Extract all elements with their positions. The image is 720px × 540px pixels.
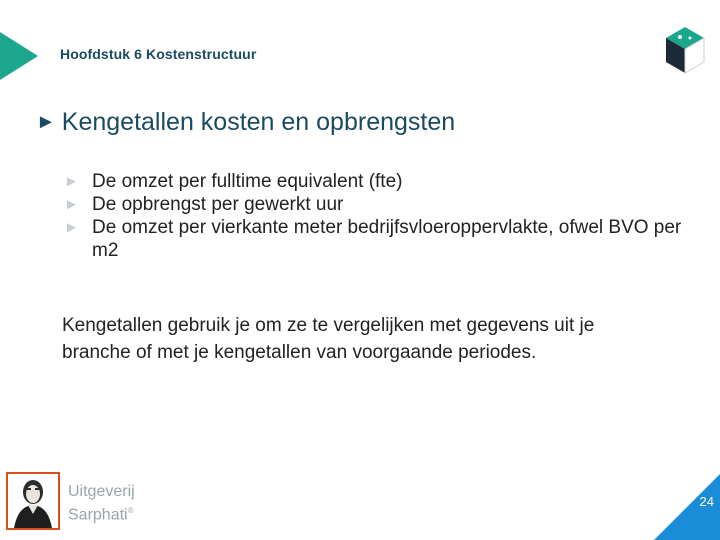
heading-bullet-icon: ► [36, 111, 56, 133]
bullet-list [64, 170, 684, 262]
body-paragraph: Kengetallen gebruik je om ze te vergelijken met gegevens uit je branche of met je kengetallen van voorgaande periodes. [62, 315, 595, 363]
bullet-arrow-icon: ► [64, 219, 79, 236]
publisher-name [68, 482, 135, 524]
list-item [64, 216, 684, 262]
cube-logo-icon [664, 26, 706, 76]
list-item-text: De opbrengst per gewerkt uur [92, 194, 344, 215]
publisher-name-line1: Uitgeverij [68, 482, 135, 500]
list-item [64, 193, 684, 216]
publisher-name-line2: Sarphati [68, 506, 128, 523]
bullet-arrow-icon: ► [64, 196, 79, 213]
corner-triangle-decoration [0, 0, 40, 80]
slide-heading [36, 108, 455, 137]
publisher-logo [6, 472, 135, 530]
chapter-title: Hoofdstuk 6 Kostenstructuur [60, 46, 257, 62]
list-item [64, 170, 684, 193]
list-item-text: De omzet per vierkante meter bedrijfsvloeroppervlakte, ofwel BVO per m2 [92, 217, 682, 261]
list-item-text: De omzet per fulltime equivalent (fte) [92, 171, 403, 192]
page-number: 24 [699, 494, 714, 509]
trademark-symbol: ® [127, 505, 134, 515]
bullet-arrow-icon: ► [64, 173, 79, 190]
portrait-icon [8, 474, 58, 528]
portrait-image [6, 472, 60, 530]
slide-heading-text: Kengetallen kosten en opbrengsten [61, 108, 456, 136]
